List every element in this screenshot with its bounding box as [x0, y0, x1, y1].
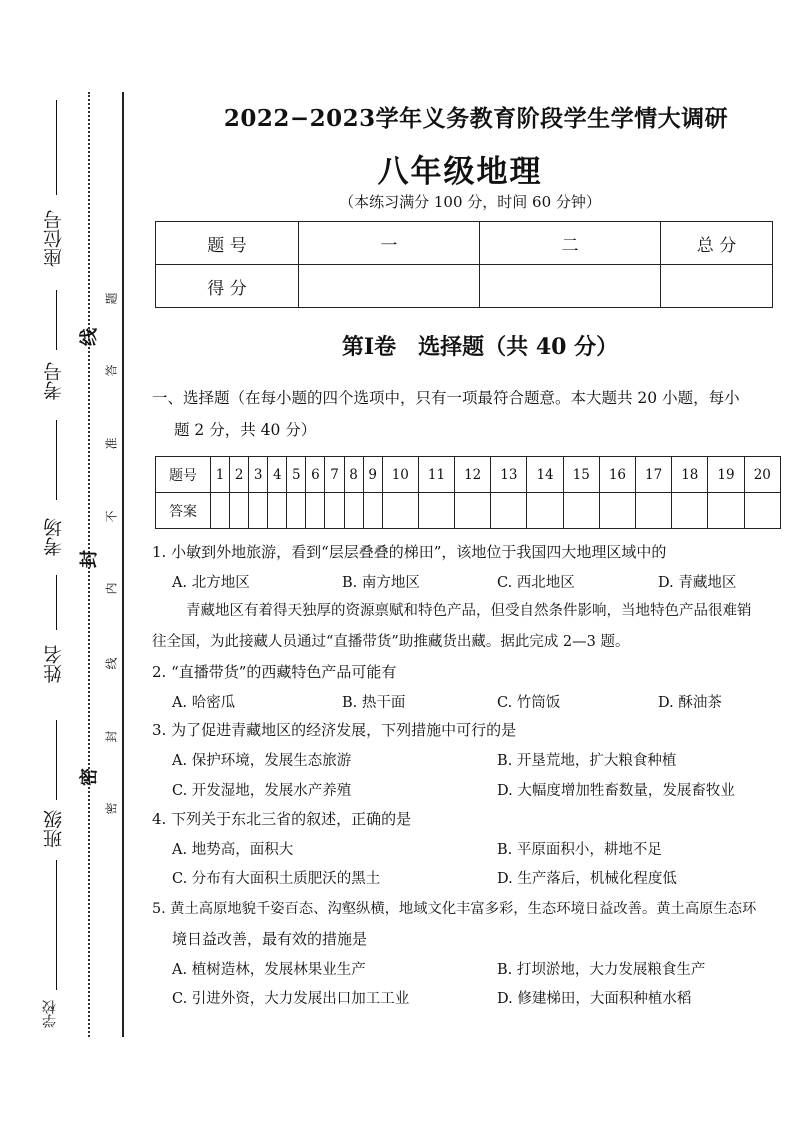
answer-grid-number: 14 [527, 457, 563, 493]
answer-grid-number: 16 [599, 457, 635, 493]
q4-option-c[interactable]: C. 分布有大面积土质肥沃的黑土 [172, 871, 381, 887]
answer-grid-cell[interactable] [344, 493, 363, 529]
answer-grid-cell[interactable] [363, 493, 382, 529]
answer-grid-cell[interactable] [708, 493, 744, 529]
question-4-stem: 4. 下列关于东北三省的叙述，正确的是 [152, 810, 412, 828]
answer-grid-number: 18 [672, 457, 708, 493]
score-input-cell[interactable] [480, 265, 661, 308]
passage-line: 青藏地区有着得天独厚的资源禀赋和特色产品，但受自然条件影响，当地特色产品很难销 [186, 603, 752, 619]
exam-no-blank-top[interactable] [56, 290, 57, 350]
answer-grid-number: 8 [344, 457, 363, 493]
question-2-stem: 2. “直播带货”的西藏特色产品可能有 [152, 663, 397, 681]
seal-char-feng: 封 [79, 550, 100, 568]
answer-grid-number: 5 [287, 457, 306, 493]
score-table [155, 221, 773, 308]
answer-grid-number: 4 [268, 457, 287, 493]
q2-option-c[interactable]: C. 竹筒饭 [497, 695, 561, 711]
q4-option-b[interactable]: B. 平原面积小，耕地不足 [497, 842, 662, 858]
answer-grid-number: 10 [382, 457, 418, 493]
answer-grid-head-label: 题号 [156, 457, 211, 493]
answer-grid-number-row [156, 457, 781, 493]
answer-grid-answer-label: 答案 [156, 493, 211, 529]
answer-grid-number: 9 [363, 457, 382, 493]
q2-option-a[interactable]: A. 哈密瓜 [172, 695, 236, 711]
exam-room-blank[interactable] [56, 575, 57, 630]
answer-grid [155, 456, 781, 529]
q1-option-a[interactable]: A. 北方地区 [172, 575, 250, 591]
warn-char-da: 答 [104, 364, 119, 377]
answer-grid-number: 13 [491, 457, 527, 493]
question-1-stem: 1. 小敏到外地旅游，看到“层层叠叠的梯田”，该地位于我国四大地理区域中的 [152, 543, 667, 561]
passage [152, 596, 792, 658]
warn-char-bu: 不 [104, 510, 119, 523]
warn-char-nei: 内 [104, 582, 119, 595]
seat-blank[interactable] [56, 100, 57, 195]
answer-grid-cell[interactable] [563, 493, 599, 529]
answer-grid-number: 1 [211, 457, 230, 493]
answer-grid-cell[interactable] [325, 493, 344, 529]
score-cell: 题 号 [156, 222, 299, 265]
instructions-line: 一、选择题（在每小题的四个选项中，只有一项最符合题意。本大题共 20 小题，每小 [152, 389, 740, 407]
warn-char-ti: 题 [104, 292, 119, 305]
answer-grid-cell[interactable] [382, 493, 418, 529]
subject-title: 八年级地理 [377, 154, 543, 190]
binding-line-solid [122, 92, 124, 1037]
answer-grid-cell[interactable] [599, 493, 635, 529]
answer-grid-cell[interactable] [249, 493, 268, 529]
score-cell: 一 [299, 222, 480, 265]
score-cell: 得 分 [156, 265, 299, 308]
score-table-header-row [156, 222, 773, 265]
class-blank[interactable] [56, 860, 57, 990]
school-label: 学校 [42, 1000, 58, 1028]
exam-title: 2022−2023学年义务教育阶段学生学情大调研 [223, 105, 729, 132]
answer-grid-number: 2 [230, 457, 249, 493]
q2-option-b[interactable]: B. 热干面 [342, 695, 406, 711]
exam-subtitle: （本练习满分 100 分，时间 60 分钟） [339, 193, 601, 211]
name-blank[interactable] [56, 720, 57, 800]
q3-option-b[interactable]: B. 开垦荒地，扩大粮食种植 [497, 753, 677, 769]
warn-char-zhun: 准 [104, 437, 119, 450]
seal-char-xian: 线 [79, 328, 100, 346]
answer-grid-cell[interactable] [268, 493, 287, 529]
seal-char-mi: 密 [79, 768, 100, 786]
warn-char-feng: 封 [104, 730, 119, 743]
answer-grid-cell[interactable] [287, 493, 306, 529]
score-cell: 总 分 [661, 222, 773, 265]
instructions-line: 题 2 分，共 40 分） [174, 421, 317, 439]
answer-grid-number: 19 [708, 457, 744, 493]
score-table-score-row [156, 265, 773, 308]
instructions [152, 382, 782, 446]
q5-option-d[interactable]: D. 修建梯田，大面积种植水稻 [497, 991, 692, 1007]
warn-char-xian: 线 [104, 657, 119, 670]
question-5-stem: 5. 黄土高原地貌千姿百态、沟壑纵横，地域文化丰富多彩，生态环境日益改善。黄土高原生态环 [152, 901, 757, 917]
answer-grid-cell[interactable] [211, 493, 230, 529]
answer-grid-number: 17 [636, 457, 672, 493]
name-label: 姓名 [43, 645, 65, 683]
answer-grid-number: 3 [249, 457, 268, 493]
q1-option-c[interactable]: C. 西北地区 [497, 575, 575, 591]
warn-char-mi: 密 [104, 802, 119, 815]
question-3-stem: 3. 为了促进青藏地区的经济发展，下列措施中可行的是 [152, 721, 517, 739]
exam-no-blank[interactable] [56, 420, 57, 500]
q5-option-a[interactable]: A. 植树造林，发展林果业生产 [172, 962, 366, 978]
answer-grid-number: 7 [325, 457, 344, 493]
score-input-cell[interactable] [661, 265, 773, 308]
class-label: 班级 [43, 810, 65, 848]
score-cell: 二 [480, 222, 661, 265]
answer-grid-number: 15 [563, 457, 599, 493]
seat-label: 座位号 [43, 210, 65, 267]
q3-option-c[interactable]: C. 开发湿地，发展水产养殖 [172, 783, 352, 799]
answer-grid-answer-row [156, 493, 781, 529]
exam-room-label: 考场 [43, 518, 65, 556]
answer-grid-number: 12 [455, 457, 491, 493]
q1-option-b[interactable]: B. 南方地区 [342, 575, 420, 591]
answer-grid-cell[interactable] [491, 493, 527, 529]
answer-grid-cell[interactable] [455, 493, 491, 529]
answer-grid-cell[interactable] [672, 493, 708, 529]
section-title: 第Ⅰ卷 选择题（共 40 分） [341, 334, 619, 360]
q3-option-a[interactable]: A. 保护环境，发展生态旅游 [172, 753, 352, 769]
passage-line: 往全国，为此接藏人员通过“直播带货”助推藏货出藏。据此完成 2—3 题。 [152, 634, 630, 650]
q3-option-d[interactable]: D. 大幅度增加牲畜数量，发展畜牧业 [497, 783, 735, 799]
exam-no-label: 考号 [43, 362, 65, 400]
q2-option-d[interactable]: D. 酥油茶 [658, 695, 722, 711]
q1-option-d[interactable]: D. 青藏地区 [658, 575, 737, 591]
answer-grid-cell[interactable] [744, 493, 780, 529]
answer-grid-number: 11 [418, 457, 454, 493]
answer-grid-cell[interactable] [230, 493, 249, 529]
answer-grid-cell[interactable] [636, 493, 672, 529]
answer-grid-cell[interactable] [418, 493, 454, 529]
question-5-stem-line2: 境日益改善，最有效的措施是 [172, 930, 368, 948]
q4-option-a[interactable]: A. 地势高，面积大 [172, 842, 294, 858]
answer-grid-cell[interactable] [306, 493, 325, 529]
answer-grid-cell[interactable] [527, 493, 563, 529]
q5-option-b[interactable]: B. 打坝淤地，大力发展粮食生产 [497, 962, 706, 978]
answer-grid-number: 6 [306, 457, 325, 493]
q5-option-c[interactable]: C. 引进外资，大力发展出口加工工业 [172, 991, 410, 1007]
score-input-cell[interactable] [299, 265, 480, 308]
answer-grid-number: 20 [744, 457, 780, 493]
q4-option-d[interactable]: D. 生产落后，机械化程度低 [497, 871, 677, 887]
